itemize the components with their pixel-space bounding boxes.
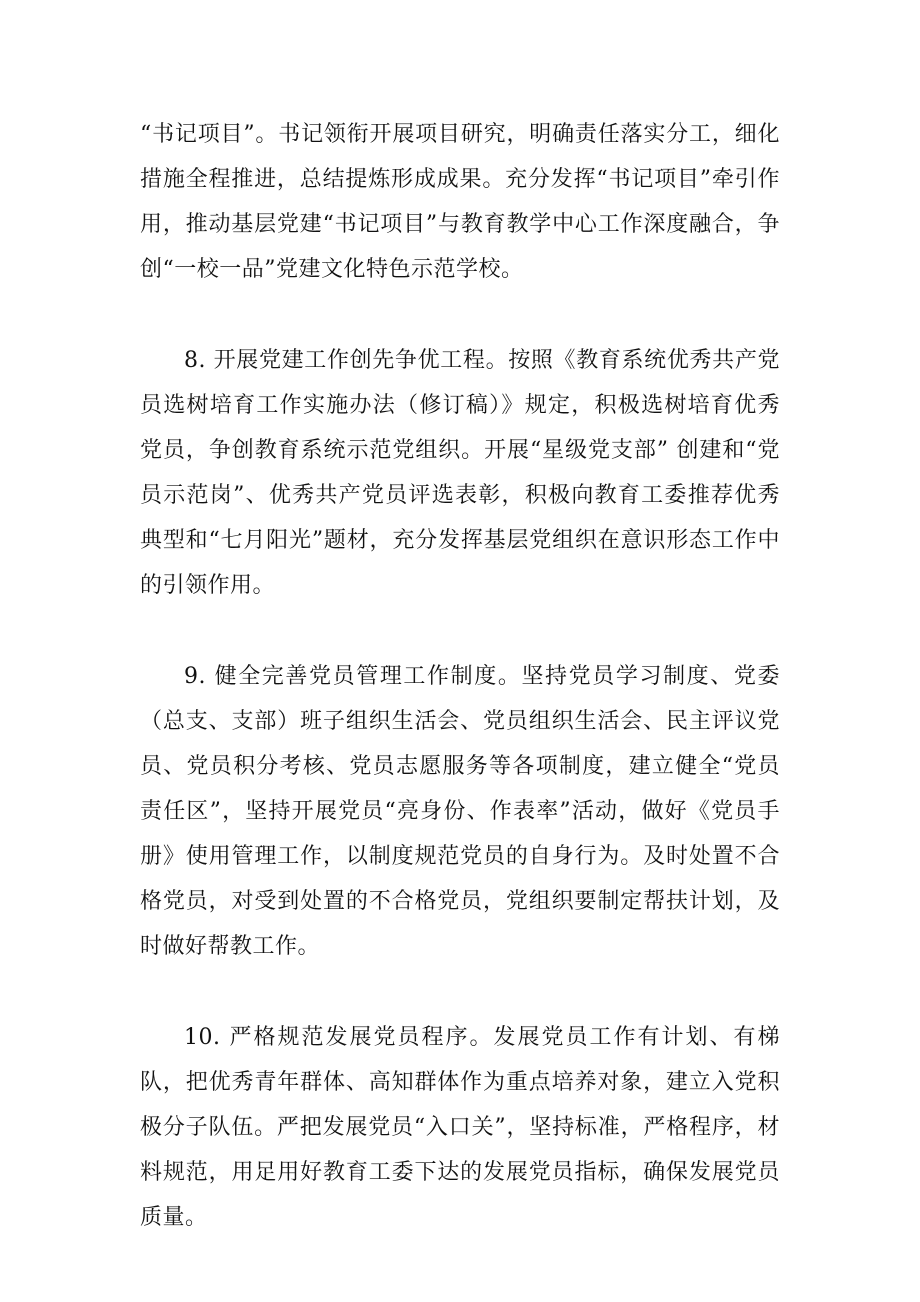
document-body [140, 112, 780, 1286]
paragraph-item-8: 8. 开展党建工作创先争优工程。按照《教育系统优秀共产党员选树培育工作实施办法（修订稿）》规定，积极选树培育优秀党员，争创教育系统示范党组织。开展“星级党支部” 创建和“党员示范岗”、优秀共产党员评选表彰，积极向教育工委推荐优秀典型和“七月阳光”题材，充分发挥基层党组织在意识形态工作中的引领作用。 [140, 348, 780, 598]
paragraph-item-10: 10. 严格规范发展党员程序。发展党员工作有计划、有梯队，把优秀青年群体、高知群体作为重点培养对象，建立入党积极分子队伍。严把发展党员“入口关”，坚持标准，严格程序，材料规范，用足用好教育工委下达的发展党员指标，确保发展党员质量。 [140, 1025, 780, 1230]
paragraph-secretary-project: “书记项目”。书记领衔开展项目研究，明确责任落实分工，细化措施全程推进，总结提炼形成成果。充分发挥“书记项目”牵引作用，推动基层党建“书记项目”与教育教学中心工作深度融合，争创“一校一品”党建文化特色示范学校。 [140, 122, 780, 282]
paragraph-item-9: 9. 健全完善党员管理工作制度。坚持党员学习制度、党委（总支、支部）班子组织生活会、党员组织生活会、民主评议党员、党员积分考核、党员志愿服务等各项制度，建立健全“党员责任区”，坚持开展党员“亮身份、作表率”活动，做好《党员手册》使用管理工作，以制度规范党员的自身行为。及时处置不合格党员，对受到处置的不合格党员，党组织要制定帮扶计划，及时做好帮教工作。 [140, 664, 780, 959]
